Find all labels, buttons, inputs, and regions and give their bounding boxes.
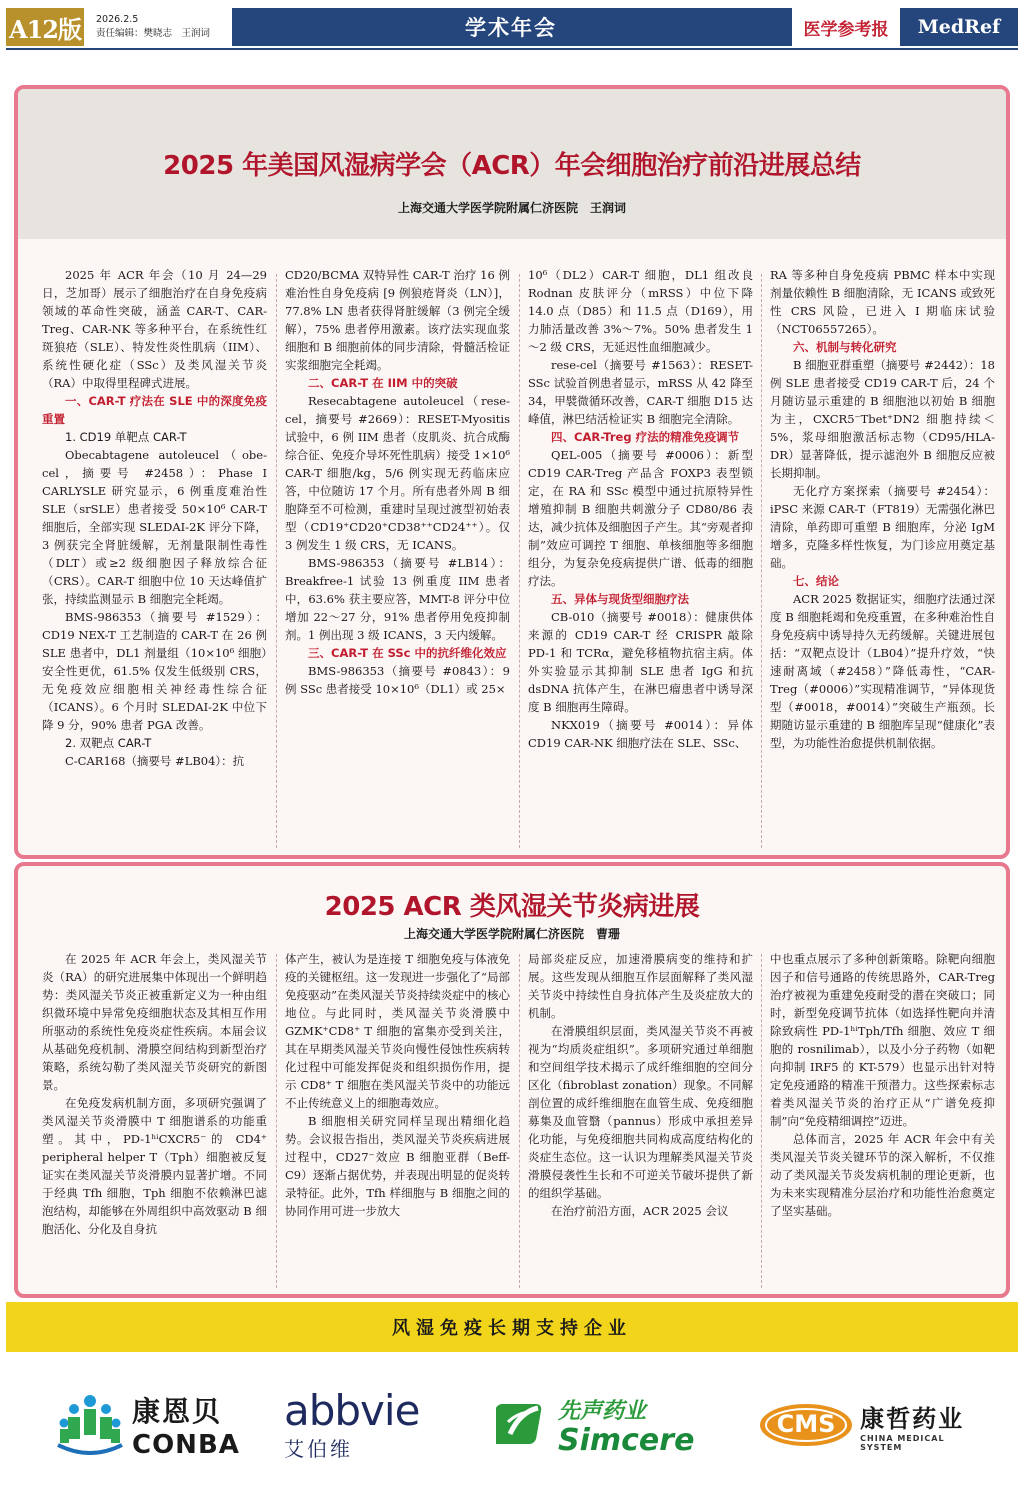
- conba-name-cn: 康恩贝: [132, 1395, 223, 1428]
- conba-people-logo-icon: [54, 1387, 126, 1463]
- article-column-4: [770, 266, 995, 856]
- paragraph: QEL-005（摘要号 #0006）：新型 CD19 CAR-Treg 产品含 FOXP3 表型锁定，在 RA 和 SSc 模型中通过抗原特异性增殖抑制 B 细胞共刺激分子 CD80/86 表达，减少抗体及细胞因子产生。其“旁观者抑制”效应可调控 T 细胞、单核细胞等多细胞组分，为复杂免疫病提供广谱、低毒的细胞疗法。: [528, 448, 753, 588]
- simcere-logo: [496, 1380, 736, 1470]
- sponsor-logos: [6, 1352, 1018, 1490]
- column-divider: [761, 954, 762, 1288]
- paragraph: 在免疫发病机制方面，多项研究强调了类风湿关节炎滑膜中 T 细胞谱系的功能重塑。其中，PD-1ʰⁱCXCR5⁻的 CD4⁺ peripheral helper T（Tph）细胞被反复证实在类风湿关节炎滑膜内显著扩增。不同于经典 Tfh 细胞，Tph 细胞不依赖淋巴滤泡结构，却能够在外周组织中高效驱动 B 细胞活化、分化及自身抗: [42, 1096, 267, 1236]
- paragraph: 在治疗前沿方面，ACR 2025 会议: [551, 1204, 729, 1218]
- article-column-1: [42, 950, 267, 1290]
- paragraph: RA 等多种自身免疫病 PBMC 样本中实现剂量依赖性 B 细胞清除，无 ICANS 或致死性 CRS 风险，已进入 I 期临床试验（NCT06557265）。: [770, 268, 995, 336]
- article-byline: 上海交通大学医学院附属仁济医院 曹珊: [403, 927, 620, 941]
- sponsor-banner: 风湿免疫长期支持企业: [6, 1302, 1018, 1352]
- section-heading: 一、CAR-T 疗法在 SLE 中的深度免疫重置: [42, 394, 267, 426]
- article-column-3: [528, 266, 753, 856]
- article-column-2: [285, 950, 510, 1290]
- paper-name-cn: 医学参考报: [790, 8, 900, 46]
- simcere-name-cn: 先声药业: [558, 1398, 647, 1424]
- article-column-4: [770, 950, 995, 1290]
- article-title: 2025 年美国风湿病学会（ACR）年会细胞治疗前沿进展总结: [163, 151, 861, 181]
- simcere-swoosh-logo-icon: [496, 1394, 554, 1456]
- paragraph: BMS-986353（摘要号 #1529）：CD19 NEX-T 工艺制造的 CAR-T 在 26 例 SLE 患者中，DL1 剂量组（10×10⁶ 细胞）安全性更优，61.5% 仅发生低级别 CRS，无免疫效应细胞相关神经毒性综合征（ICANS）。6 个月时 SLEDAI-2K 中位下降 9 分，90% 患者 PGA 改善。: [42, 610, 267, 732]
- cms-name-en: CHINA MEDICAL SYSTEM: [860, 1433, 945, 1452]
- article-cell-therapy: [14, 85, 1010, 859]
- section-heading: 三、CAR-T 在 SSc 中的抗纤维化效应: [308, 646, 507, 660]
- column-divider: [519, 274, 520, 848]
- paragraph: C-CAR168（摘要号 #LB04）：抗: [65, 754, 245, 768]
- section-heading: 五、异体与现货型细胞疗法: [551, 592, 689, 606]
- page-number: A12版: [6, 8, 84, 46]
- section-heading: 六、机制与转化研究: [793, 340, 897, 354]
- paragraph: 体产生，被认为是连接 T 细胞免疫与体液免疫的关键枢纽。这一发现进一步强化了“局部免疫驱动”在类风湿关节炎持续炎症中的核心地位。与此同时，类风湿关节炎滑膜中 GZMK⁺CD8⁺ T 细胞的富集亦受到关注，其在早期类风湿关节炎向慢性侵蚀性疾病转化过程中可能发挥促炎和组织损伤作用，提示 CD8⁺ T 细胞在类风湿关节炎中的功能远不止传统意义上的细胞毒效应。: [285, 952, 510, 1110]
- abbvie-name-cn: 艾伯维: [284, 1436, 353, 1461]
- paragraph: 在滑膜组织层面，类风湿关节炎不再被视为“均质炎症组织”。多项研究通过单细胞和空间组学技术揭示了成纤维细胞的空间分区化（fibroblast zonation）现象。不同解剖位置的成纤维细胞在血管生成、免疫细胞募集及血管翳（pannus）形成中承担差异化功能，与免疫细胞共同构成高度结构化的炎症生态位。这一认识为理解类风湿关节炎滑膜侵袭性生长和不可逆关节破坏提供了新的组织学基础。: [528, 1024, 753, 1200]
- cms-mark: CMS: [776, 1410, 836, 1438]
- section-heading: 四、CAR-Treg 疗法的精准免疫调节: [551, 430, 740, 444]
- article-column-3: [528, 950, 753, 1290]
- paragraph: CD20/BCMA 双特异性 CAR-T 治疗 16 例难治性自身免疫病 [9 例狼疮肾炎（LN）]，77.8% LN 患者获得肾脏缓解（3 例完全缓解），75% 患者停用激素。该疗法实现血浆细胞和 B 细胞前体的同步清除，骨髓活检证实浆细胞完全耗竭。: [285, 268, 510, 372]
- cms-oval-logo-icon: [758, 1402, 852, 1448]
- column-divider: [519, 954, 520, 1288]
- article-column-2: [285, 266, 510, 856]
- paragraph: Resecabtagene autoleucel（rese-cel，摘要号 #2669）：RESET-Myositis 试验中，6 例 IIM 患者（皮肌炎、抗合成酶综合征、免疫介导坏死性肌病）接受 1×10⁶ CAR-T 细胞/kg，5/6 例实现无药临床应答，中位随访 17 个月。所有患者外周 B 细胞降至不可检测，重建时呈现过渡型初始表型（CD19⁺CD20⁺CD38⁺⁺CD24⁺⁺）。仅 3 例发生 1 级 CRS，无 ICANS。: [285, 394, 510, 552]
- abbvie-logo: [284, 1380, 474, 1470]
- paragraph: BMS-986353（摘要号 #LB14）：Breakfree-1 试验 13 例重度 IIM 患者中，63.6% 获主要应答，MMT-8 评分中位增加 22～27 分，91% 患者停用免疫抑制剂。1 例出现 3 级 ICANS，3 天内缓解。: [285, 556, 510, 642]
- section-title: 学术年会: [232, 8, 790, 46]
- column-divider: [276, 954, 277, 1288]
- issue-date: 2026.2.5: [96, 14, 139, 25]
- article-column-1: [42, 266, 267, 856]
- paper-name-en: MedRef: [900, 8, 1018, 46]
- paragraph: 无化疗方案探索（摘要号 #2454）：iPSC 来源 CAR-T（FT819）无需强化淋巴清除，单药即可重塑 B 细胞库，分泌 IgM 增多，克隆多样性恢复，为门诊应用奠定基础。: [770, 484, 995, 570]
- paragraph: Obecabtagene autoleucel（obe-cel，摘要号 #2458）：Phase I CARLYSLE 研究显示，6 例重度难治性 SLE（srSLE）患者接受 50×10⁶ CAR-T 细胞后，全部实现 SLEDAI-2K 评分下降，3 例获完全肾脏缓解，无剂量限制性毒性（DLT）或≥2 级细胞因子释放综合征（CRS）。CAR-T 细胞中位 10 天达峰值扩张，持续监测显示 B 细胞完全耗竭。: [42, 448, 267, 606]
- paragraph: BMS-986353（摘要号 #0843）：9 例 SSc 患者接受 10×10⁶（DL1）或 25×: [285, 664, 510, 696]
- article-byline: 上海交通大学医学院附属仁济医院 王润词: [397, 201, 626, 215]
- masthead-rule: [6, 48, 1018, 50]
- paragraph: CB-010（摘要号 #0018）：健康供体来源的 CD19 CAR-T 经 CRISPR 敲除 PD-1 和 TCRα，避免移植物抗宿主病。体外实验显示其抑制 SLE 患者 IgG 和抗 dsDNA 抗体产生，在淋巴瘤患者中诱导深度 B 细胞再生障碍。: [528, 610, 753, 714]
- simcere-name-en: Simcere: [558, 1422, 695, 1458]
- section-heading: 二、CAR-T 在 IIM 中的突破: [308, 376, 458, 390]
- paragraph: NKX019（摘要号 #0014）：异体 CD19 CAR-NK 细胞疗法在 SLE、SSc、: [528, 718, 753, 750]
- paragraph: 总体而言，2025 年 ACR 年会中有关类风湿关节炎关键环节的深入解析，不仅推动了类风湿关节炎发病机制的理论更新，也为未来实现精准分层治疗和功能性治愈奠定了坚实基础。: [770, 1132, 995, 1218]
- cms-name-cn: 康哲药业: [860, 1404, 965, 1433]
- section-heading: 七、结论: [793, 574, 839, 588]
- conba-name-en: CONBA: [132, 1430, 240, 1460]
- article-ra-progress: [14, 862, 1010, 1298]
- subheading: 1. CD19 单靶点 CAR-T: [65, 430, 187, 444]
- column-divider: [761, 274, 762, 848]
- paragraph: 中也重点展示了多种创新策略。除靶向细胞因子和信号通路的传统思路外，CAR-Treg 治疗被视为重建免疫耐受的潜在突破口；同时，新型免疫调节抗体（如选择性靶向并清除致病性 PD-1ʰⁱTph/Tfh 细胞、效应 T 细胞的 rosnilimab），以及小分子药物（如靶向抑制 IRF5 的 KT-579）也显示出针对特定免疫通路的精准干预潜力。这些探索标志着类风湿关节炎的治疗正从“广谱免疫抑制”向“免疫精细调控”迈进。: [770, 952, 995, 1128]
- paragraph: 局部炎症反应，加速滑膜病变的维持和扩展。这些发现从细胞互作层面解释了类风湿关节炎中持续性自身抗体产生及炎症放大的机制。: [528, 952, 753, 1020]
- paragraph: ACR 2025 数据证实，细胞疗法通过深度 B 细胞耗竭和免疫重置，在多种难治性自身免疫病中诱导持久无药缓解。关键进展包括：“双靶点设计（LB04）”提升疗效，“快速耐离域（#2458）”降低毒性，“CAR-Treg（#0006）”实现精准调节，“异体现货型（#0018，#0014）”突破生产瓶颈。长期随访显示重建的 B 细胞库呈现“健康化”表型，为功能性治愈提供机制依据。: [770, 592, 995, 750]
- editor-credit: 责任编辑：樊晓志 王润词: [96, 28, 211, 39]
- cms-logo: [758, 1380, 988, 1470]
- subheading: 2. 双靶点 CAR-T: [65, 736, 152, 750]
- paragraph: B 细胞亚群重塑（摘要号 #2442）：18 例 SLE 患者接受 CD19 CAR-T 后，24 个月随访显示重建的 B 细胞池以初始 B 细胞为主，CXCR5⁻Tbet⁺DN2 细胞持续＜5%，浆母细胞激活标志物（CD95/HLA-DR）显著降低，提示滤泡外 B 细胞反应被长期抑制。: [770, 358, 995, 480]
- paragraph: 2025 年 ACR 年会（10 月 24—29 日，芝加哥）展示了细胞治疗在自身免疫病领域的革命性突破，涵盖 CAR-T、CAR-Treg、CAR-NK 等多种平台，在系统性红斑狼疮（SLE）、特发性炎性肌病（IIM）、系统性硬化症（SSc）及类风湿关节炎（RA）中取得里程碑式进展。: [42, 268, 267, 390]
- column-divider: [276, 274, 277, 848]
- paper-brand: [790, 8, 1018, 46]
- paragraph: 10⁶（DL2）CAR-T 细胞，DL1 组改良 Rodnan 皮肤评分（mRSS）中位下降 14.0 点（D85）和 11.5 点（D169），用力肺活量改善 3%～7%。50% 患者发生 1～2 级 CRS，无延迟性血细胞减少。: [528, 268, 753, 354]
- article-title: 2025 ACR 类风湿关节炎病进展: [324, 892, 700, 922]
- issue-meta: [84, 8, 232, 46]
- paragraph: 在 2025 年 ACR 年会上，类风湿关节炎（RA）的研究进展集中体现出一个鲜明趋势：类风湿关节炎正被重新定义为一种由组织微环境中异常免疫细胞状态及其相互作用所驱动的系统性免疫炎症性疾病。本届会议从基础免疫机制、滑膜空间结构到新型治疗策略，系统勾勒了类风湿关节炎研究的新图景。: [42, 952, 267, 1092]
- paragraph: B 细胞相关研究同样呈现出精细化趋势。会议报告指出，类风湿关节炎疾病进展过程中，CD27⁻效应 B 细胞亚群（Beff-C9）逐渐占据优势，并表现出明显的促炎转录特征。此外，Tfh 样细胞与 B 细胞之间的协同作用可进一步放大: [285, 1114, 510, 1218]
- paragraph: rese-cel（摘要号 #1563）：RESET-SSc 试验首例患者显示，mRSS 从 42 降至 34，甲襞微循环改善，CAR-T 细胞 D15 达峰值，淋巴结活检证实 B 细胞完全清除。: [528, 358, 753, 426]
- masthead: [6, 8, 1018, 46]
- abbvie-name-en: abbvie: [284, 1385, 420, 1435]
- conba-logo: [54, 1380, 264, 1470]
- article-header: [18, 89, 1006, 239]
